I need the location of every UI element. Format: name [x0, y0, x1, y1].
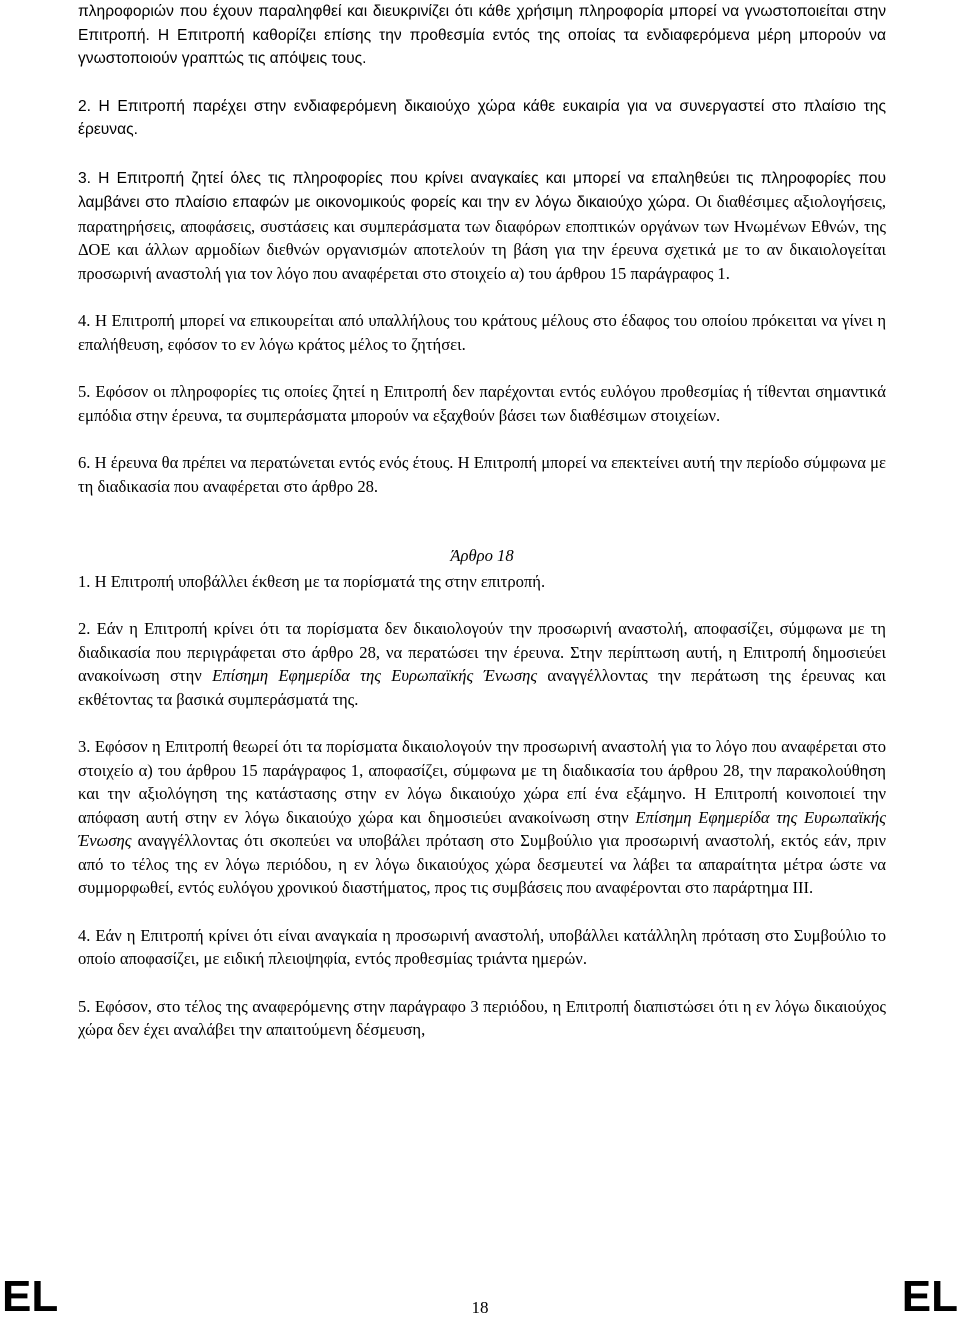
document-body — [78, 0, 886, 1042]
paragraph-2: 2. Η Επιτροπή παρέχει στην ενδιαφερόμενη δικαιούχο χώρα κάθε ευκαιρία για να συνεργαστεί στο πλαίσιο της έρευνας. — [78, 97, 886, 138]
official-journal-reference: Επίσημη Εφημερίδα της Ευρωπαϊκής Ένωσης — [212, 666, 538, 685]
article-paragraph-3-text: 3. Εφόσον η Επιτροπή θεωρεί ότι τα πορίσματα δικαιολογούν την προσωρινή αναστολή για το λόγο που αναφέρεται στο στοιχείο α) του άρθρου 15 παράγραφος 1, αποφασίζει, σύμφωνα με τη διαδικασία του άρθρου 28, την παρακολούθηση και την αξιολόγηση της κατάστασης στην εν λόγω δικαιούχο χώρα επί ένα εξάμηνο. Η Επιτροπή κοινοποιεί την απόφαση αυτή στην εν λόγω δικαιούχο χώρα και δημοσιεύει ανακοίνωση στην — [78, 737, 886, 827]
article-paragraph-3-text-end: αναγγέλλοντας ότι σκοπεύει να υποβάλει πρόταση στο Συμβούλιο για προσωρινή αναστολή, εκτός εάν, πριν από το τέλος της εν λόγω περιόδου, η εν λόγω δικαιούχος χώρα δεσμευτεί να λάβει τα απαραίτητα μέτρα ώστε να συμμορφωθεί, εντός ευλόγου χρονικού διαστήματος, προς τις συμβάσεις που αναφέρονται στο παράρτημα ΙΙΙ. — [78, 831, 886, 897]
paragraph-3-part-b: Οι διαθέσιμες αξιολογήσεις, παρατηρήσεις, αποφάσεις, συστάσεις και συμπεράσματα των διαφόρων εποπτικών οργάνων των Ηνωμένων Εθνών, της ΔΟΕ και άλλων αρμοδίων διεθνών οργανισμών αποτελούν τη βάση για την έρευνα σχετικά με το αν δικαιολογείται προσωρινή αναστολή για τον λόγο που αναφέρεται στο στοιχείο α) του άρθρου 15 παράγραφος 1. — [78, 192, 886, 283]
paragraph-continued: πληροφοριών που έχουν παραληφθεί και διευκρινίζει ότι κάθε χρήσιμη πληροφορία μπορεί να γνωστοποιείται στην Επιτροπή. Η Επιτροπή καθορίζει επίσης την προθεσμία εντός της οποίας τα ενδιαφερόμενα μέρη μπορούν να γνωστοποιούν γραπτώς τις απόψεις τους. — [78, 3, 886, 67]
article-paragraph-5: 5. Εφόσον, στο τέλος της αναφερόμενης στην παράγραφο 3 περιόδου, η Επιτροπή διαπιστώσει ότι η εν λόγω δικαιούχος χώρα δεν έχει αναλάβει την απαιτούμενη δέσμευση, — [78, 996, 886, 1039]
language-code-right: EL — [901, 1272, 958, 1321]
paragraph-3-part-a: 3. Η Επιτροπή ζητεί όλες τις πληροφορίες που κρίνει αναγκαίες και μπορεί να επαληθεύει τις πληροφορίες που λαμβάνει στο πλαίσιο επαφών με οικονομικούς φορείς και την εν λόγω δικαιούχο χώρα. — [78, 169, 886, 211]
article-paragraph-2 — [78, 617, 886, 711]
paragraph-4: 4. Η Επιτροπή μπορεί να επικουρείται από υπαλλήλους του κράτους μέλους στο έδαφος του οποίου πρόκειται να γίνει η επαλήθευση, εφόσον το εν λόγω κράτος μέλος το ζητήσει. — [78, 311, 886, 354]
official-journal-reference: Επίσημη Εφημερίδα της Ευρωπαϊκής Ένωσης — [78, 807, 886, 850]
article-paragraph-2-text-end: αναγγέλλοντας την περάτωση της έρευνας και εκθέτοντας τα βασικά συμπεράσματά της. — [78, 666, 886, 709]
article-heading: Άρθρο 18 — [450, 546, 514, 565]
article-paragraph-3 — [78, 735, 886, 900]
language-code-left: EL — [2, 1272, 59, 1321]
paragraph-6: 6. Η έρευνα θα πρέπει να περατώνεται εντός ενός έτους. Η Επιτροπή μπορεί να επεκτείνει αυτή την περίοδο σύμφωνα με τη διαδικασία που αναφέρεται στο άρθρο 28. — [78, 453, 886, 496]
paragraph-3 — [78, 166, 886, 286]
article-paragraph-1: 1. Η Επιτροπή υποβάλλει έκθεση με τα πορίσματά της στην επιτροπή. — [78, 571, 546, 591]
article-paragraph-2-text: 2. Εάν η Επιτροπή κρίνει ότι τα πορίσματα δεν δικαιολογούν την προσωρινή αναστολή, αποφασίζει, σύμφωνα με τη διαδικασία που περιγράφεται στο άρθρο 28, να περατώσει την έρευνα. Στην περίπτωση αυτή, η Επιτροπή δημοσιεύει ανακοίνωση στην — [78, 619, 886, 685]
article-paragraph-4: 4. Εάν η Επιτροπή κρίνει ότι είναι αναγκαία η προσωρινή αναστολή, υποβάλλει κατάλληλη πρόταση στο Συμβούλιο το οποίο αποφασίζει, με ειδική πλειοψηφία, εντός προθεσμίας τριάντα ημερών. — [78, 925, 886, 968]
paragraph-5: 5. Εφόσον οι πληροφορίες τις οποίες ζητεί η Επιτροπή δεν παρέχονται εντός ευλόγου προθεσμίας ή τίθενται σημαντικά εμπόδια στην έρευνα, τα συμπεράσματα μπορούν να εξαχθούν βάσει των διαθέσιμων στοιχείων. — [78, 382, 886, 425]
page-number: 18 — [471, 1298, 489, 1317]
